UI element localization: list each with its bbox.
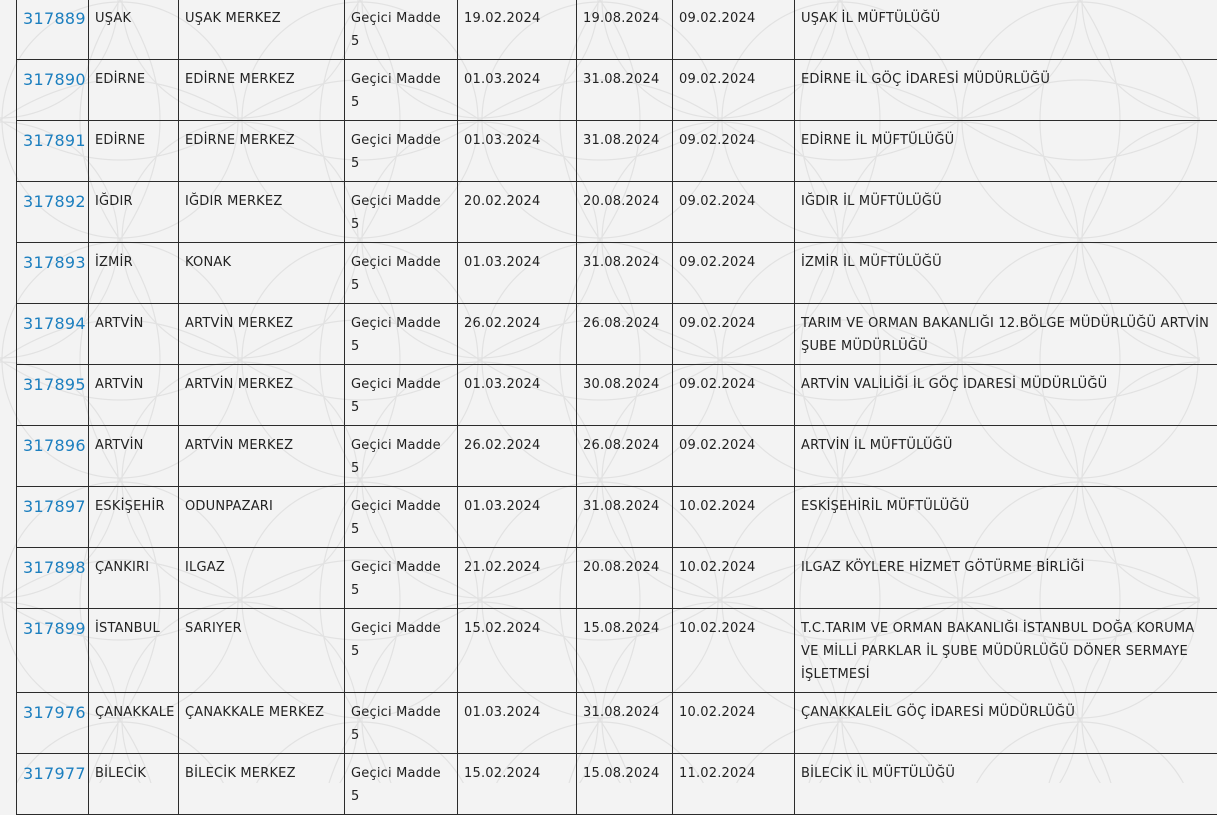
district-cell: KONAK [179,243,345,304]
start-date-cell: 01.03.2024 [458,693,577,754]
listing-id-cell [17,693,89,754]
end-date-cell: 20.08.2024 [577,548,673,609]
district-cell: ARTVİN MERKEZ [179,426,345,487]
institution-cell: ARTVİN VALİLİĞİ İL GÖÇ İDARESİ MÜDÜRLÜĞÜ [795,365,1217,426]
district-cell: ARTVİN MERKEZ [179,304,345,365]
article-cell: Geçici Madde 5 [345,754,458,815]
start-date-cell: 26.02.2024 [458,426,577,487]
listing-id-link[interactable]: 317892 [23,192,86,211]
district-cell: ILGAZ [179,548,345,609]
article-cell: Geçici Madde 5 [345,426,458,487]
announcement-date-cell: 09.02.2024 [673,365,795,426]
announcement-date-cell: 09.02.2024 [673,121,795,182]
listing-id-link[interactable]: 317895 [23,375,86,394]
announcement-date-cell: 09.02.2024 [673,0,795,60]
listing-id-link[interactable]: 317899 [23,619,86,638]
listing-id-link[interactable]: 317893 [23,253,86,272]
province-cell: UŞAK [89,0,179,60]
district-cell: ODUNPAZARI [179,487,345,548]
listing-id-cell [17,121,89,182]
province-cell: İZMİR [89,243,179,304]
article-cell: Geçici Madde 5 [345,121,458,182]
table-row [17,60,1217,121]
end-date-cell: 31.08.2024 [577,487,673,548]
province-cell: ARTVİN [89,304,179,365]
table-row [17,426,1217,487]
end-date-cell: 26.08.2024 [577,426,673,487]
district-cell: ARTVİN MERKEZ [179,365,345,426]
start-date-cell: 01.03.2024 [458,60,577,121]
announcement-date-cell: 09.02.2024 [673,426,795,487]
listing-id-cell [17,60,89,121]
table-row [17,0,1217,60]
article-cell: Geçici Madde 5 [345,693,458,754]
announcement-date-cell: 09.02.2024 [673,304,795,365]
article-cell: Geçici Madde 5 [345,0,458,60]
announcement-date-cell: 09.02.2024 [673,243,795,304]
start-date-cell: 01.03.2024 [458,487,577,548]
table-row [17,548,1217,609]
start-date-cell: 19.02.2024 [458,0,577,60]
end-date-cell: 15.08.2024 [577,609,673,693]
table-row [17,487,1217,548]
institution-cell: EDİRNE İL GÖÇ İDARESİ MÜDÜRLÜĞÜ [795,60,1217,121]
announcement-date-cell: 09.02.2024 [673,182,795,243]
institution-cell: IĞDIR İL MÜFTÜLÜĞÜ [795,182,1217,243]
announcement-date-cell: 10.02.2024 [673,548,795,609]
province-cell: İSTANBUL [89,609,179,693]
article-cell: Geçici Madde 5 [345,609,458,693]
article-cell: Geçici Madde 5 [345,182,458,243]
start-date-cell: 26.02.2024 [458,304,577,365]
listing-id-cell [17,487,89,548]
listing-id-link[interactable]: 317896 [23,436,86,455]
table-row [17,182,1217,243]
listing-id-cell [17,609,89,693]
district-cell: SARIYER [179,609,345,693]
listing-id-cell [17,365,89,426]
province-cell: BİLECİK [89,754,179,815]
table-row [17,304,1217,365]
start-date-cell: 01.03.2024 [458,243,577,304]
province-cell: ARTVİN [89,426,179,487]
table-row [17,243,1217,304]
institution-cell: ILGAZ KÖYLERE HİZMET GÖTÜRME BİRLİĞİ [795,548,1217,609]
province-cell: ÇANKIRI [89,548,179,609]
article-cell: Geçici Madde 5 [345,60,458,121]
institution-cell: ÇANAKKALEİL GÖÇ İDARESİ MÜDÜRLÜĞÜ [795,693,1217,754]
table-row [17,754,1217,815]
listing-id-link[interactable]: 317890 [23,70,86,89]
announcement-date-cell: 10.02.2024 [673,487,795,548]
end-date-cell: 31.08.2024 [577,693,673,754]
institution-cell: TARIM VE ORMAN BAKANLIĞI 12.BÖLGE MÜDÜRLÜĞÜ ARTVİN ŞUBE MÜDÜRLÜĞÜ [795,304,1217,365]
institution-cell: BİLECİK İL MÜFTÜLÜĞÜ [795,754,1217,815]
province-cell: EDİRNE [89,121,179,182]
listing-id-cell [17,182,89,243]
table-row [17,693,1217,754]
article-cell: Geçici Madde 5 [345,304,458,365]
institution-cell: EDİRNE İL MÜFTÜLÜĞÜ [795,121,1217,182]
end-date-cell: 26.08.2024 [577,304,673,365]
listing-id-cell [17,754,89,815]
announcement-date-cell: 11.02.2024 [673,754,795,815]
article-cell: Geçici Madde 5 [345,243,458,304]
institution-cell: ESKİŞEHİRİL MÜFTÜLÜĞÜ [795,487,1217,548]
listing-id-link[interactable]: 317977 [23,764,86,783]
end-date-cell: 30.08.2024 [577,365,673,426]
listing-id-cell [17,243,89,304]
listing-id-link[interactable]: 317891 [23,131,86,150]
listing-id-cell [17,426,89,487]
announcement-date-cell: 09.02.2024 [673,60,795,121]
listing-id-cell [17,0,89,60]
article-cell: Geçici Madde 5 [345,548,458,609]
province-cell: ARTVİN [89,365,179,426]
listing-id-link[interactable]: 317894 [23,314,86,333]
end-date-cell: 19.08.2024 [577,0,673,60]
district-cell: IĞDIR MERKEZ [179,182,345,243]
listing-id-link[interactable]: 317897 [23,497,86,516]
start-date-cell: 01.03.2024 [458,121,577,182]
start-date-cell: 21.02.2024 [458,548,577,609]
institution-cell: ARTVİN İL MÜFTÜLÜĞÜ [795,426,1217,487]
institution-cell: T.C.TARIM VE ORMAN BAKANLIĞI İSTANBUL DOĞA KORUMA VE MİLLİ PARKLAR İL ŞUBE MÜDÜRLÜĞÜ DÖNER SERMAYE İŞLETMESİ [795,609,1217,693]
province-cell: EDİRNE [89,60,179,121]
start-date-cell: 15.02.2024 [458,754,577,815]
district-cell: UŞAK MERKEZ [179,0,345,60]
province-cell: ÇANAKKALE [89,693,179,754]
end-date-cell: 20.08.2024 [577,182,673,243]
table-body [17,0,1217,815]
table-row [17,121,1217,182]
listing-id-cell [17,548,89,609]
listing-id-link[interactable]: 317976 [23,703,86,722]
listing-id-link[interactable]: 317889 [23,9,86,28]
article-cell: Geçici Madde 5 [345,365,458,426]
end-date-cell: 31.08.2024 [577,243,673,304]
job-listing-table [16,0,1217,815]
start-date-cell: 15.02.2024 [458,609,577,693]
start-date-cell: 20.02.2024 [458,182,577,243]
district-cell: EDİRNE MERKEZ [179,60,345,121]
end-date-cell: 31.08.2024 [577,60,673,121]
table-row [17,609,1217,693]
article-cell: Geçici Madde 5 [345,487,458,548]
end-date-cell: 15.08.2024 [577,754,673,815]
province-cell: ESKİŞEHİR [89,487,179,548]
province-cell: IĞDIR [89,182,179,243]
announcement-date-cell: 10.02.2024 [673,693,795,754]
district-cell: EDİRNE MERKEZ [179,121,345,182]
listing-id-cell [17,304,89,365]
end-date-cell: 31.08.2024 [577,121,673,182]
institution-cell: İZMİR İL MÜFTÜLÜĞÜ [795,243,1217,304]
district-cell: BİLECİK MERKEZ [179,754,345,815]
announcement-date-cell: 10.02.2024 [673,609,795,693]
institution-cell: UŞAK İL MÜFTÜLÜĞÜ [795,0,1217,60]
table-row [17,365,1217,426]
district-cell: ÇANAKKALE MERKEZ [179,693,345,754]
listing-id-link[interactable]: 317898 [23,558,86,577]
start-date-cell: 01.03.2024 [458,365,577,426]
